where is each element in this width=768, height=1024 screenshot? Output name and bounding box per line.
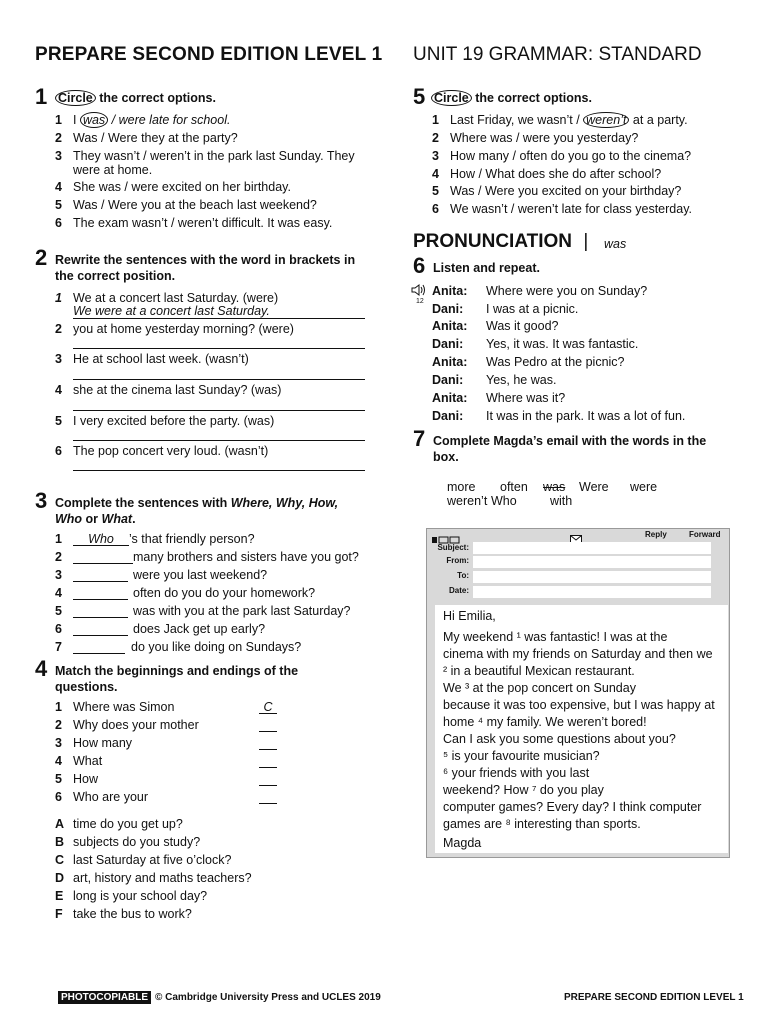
ex4-ending-e: E long is your school day? <box>55 889 208 903</box>
footer-level: PREPARE SECOND EDITION LEVEL 1 <box>564 992 744 1003</box>
email-line: cinema with my friends on Saturday and then we <box>443 647 713 661</box>
ex4-beginning-5: 5 How <box>55 772 285 788</box>
answer-line[interactable] <box>73 410 365 411</box>
email-window <box>426 528 730 858</box>
ex5-item-2: 2 Where was / were you yesterday? <box>432 131 639 145</box>
email-line: games are ⁸ interesting than sports. <box>443 817 641 831</box>
ex4-ending-a: A time do you get up? <box>55 817 183 831</box>
email-line: weekend? How ⁷ do you play <box>443 783 604 797</box>
box-word: often <box>500 480 528 494</box>
exercise-3-number: 3 <box>35 488 48 513</box>
dialogue: Anita: Where were you on Sunday? Dani: I was at a picnic. Anita: Was it good? Dani: Yes, it was. It was fantastic. Anita: Was Pedro at the picnic? Dani: Yes, he was. Anita: Where was it? Dani: It was in the park. It was a lot of fun. <box>432 284 686 423</box>
pronunciation-word: was <box>604 237 627 251</box>
page-title: PREPARE SECOND EDITION LEVEL 1 <box>35 44 383 65</box>
email-signature: Magda <box>443 836 482 850</box>
ex1-item-3: 3 They wasn’t / weren’t in the park last Sunday. They were at home. <box>55 149 355 177</box>
answer-blank[interactable] <box>73 604 128 618</box>
box-word: with <box>550 494 573 508</box>
forward-button[interactable]: Forward <box>689 530 721 539</box>
ex3-item-1: 1 Who ’s that friendly person? <box>55 532 255 546</box>
unit-title: UNIT 19 GRAMMAR: STANDARD <box>413 44 702 65</box>
exercise-4-instruction-line2: questions. <box>55 680 118 694</box>
ex1-item-4: 4 She was / were excited on her birthday. <box>55 180 291 194</box>
answer-line[interactable] <box>73 379 365 380</box>
answer-blank[interactable] <box>73 622 128 636</box>
toolbar-icons <box>431 531 463 539</box>
box-word: Were <box>579 480 609 494</box>
match-answer: C <box>259 700 277 714</box>
ex2-item-4: 4 she at the cinema last Sunday? (was) <box>55 383 282 397</box>
email-line: My weekend ¹ was fantastic! I was at the <box>443 630 668 644</box>
ex4-beginning-6: 6 Who are your <box>55 790 285 806</box>
match-answer[interactable] <box>259 718 277 732</box>
ex4-ending-d: D art, history and maths teachers? <box>55 871 252 885</box>
ex5-item-1: 1 Last Friday, we wasn’t / weren’t at a party. <box>432 113 688 127</box>
ex3-item-3: 3 were you last weekend? <box>55 568 268 582</box>
email-line: We ³ at the pop concert on Sunday <box>443 681 636 695</box>
box-word: Who <box>491 494 517 508</box>
answer-line <box>73 318 365 319</box>
from-field[interactable] <box>473 556 711 568</box>
answer-line[interactable] <box>73 470 365 471</box>
ex1-item-6: 6 The exam wasn’t / weren’t difficult. It was easy. <box>55 216 333 230</box>
ex1-item-2: 2 Was / Were they at the party? <box>55 131 238 145</box>
ex5-item-4: 4 How / What does she do after school? <box>432 167 662 181</box>
exercise-2-instruction-line1: Rewrite the sentences with the word in brackets in <box>55 253 356 267</box>
photocopiable-badge: PHOTOCOPIABLE <box>58 991 151 1004</box>
ex2-item-2: 2 you at home yesterday morning? (were) <box>55 322 294 336</box>
exercise-7-number: 7 <box>413 426 426 451</box>
box-word: weren’t <box>447 494 488 508</box>
envelope-icon[interactable] <box>570 531 582 540</box>
circle-word: Circle <box>55 90 96 106</box>
track-number: 12 <box>416 298 424 305</box>
ex2-item-1: 1 We at a concert last Saturday. (were) We were at a concert last Saturday. <box>55 291 279 318</box>
box-word-example: was <box>543 480 566 494</box>
exercise-1-instruction: Circle the correct options. <box>55 90 216 106</box>
answer-line[interactable] <box>73 348 365 349</box>
email-line: ² in a beautiful Mexican restaurant. <box>443 664 635 678</box>
email-line: because it was too expensive, but I was happy at <box>443 698 715 712</box>
ex4-beginning-3: 3 How many <box>55 736 285 752</box>
box-word: were <box>630 480 658 494</box>
email-line: Hi Emilia, <box>443 609 496 623</box>
email-line: ⁶ your friends with you last <box>443 766 590 780</box>
ex4-ending-c: C last Saturday at five o’clock? <box>55 853 232 867</box>
email-line: ⁵ is your favourite musician? <box>443 749 600 763</box>
exercise-5-instruction: Circle the correct options. <box>431 90 592 106</box>
ex5-item-5: 5 Was / Were you excited on your birthday? <box>432 184 682 198</box>
exercise-1-number: 1 <box>35 84 48 109</box>
answer-blank[interactable] <box>73 640 125 654</box>
match-answer[interactable] <box>259 790 277 804</box>
answer-line[interactable] <box>73 440 365 441</box>
to-field[interactable] <box>473 571 711 583</box>
answer-blank[interactable] <box>73 586 128 600</box>
ex2-item-5: 5 I very excited before the party. (was) <box>55 414 275 428</box>
match-answer[interactable] <box>259 754 277 768</box>
ex3-item-2: 2 many brothers and sisters have you got? <box>55 550 359 564</box>
email-line: home ⁴ my family. We weren’t bored! <box>443 715 647 729</box>
match-answer[interactable] <box>259 772 277 786</box>
email-line: Can I ask you some questions about you? <box>443 732 676 746</box>
ex2-item-3: 3 He at school last week. (wasn’t) <box>55 352 249 366</box>
exercise-3-instruction-line2: Who or What. <box>55 512 136 526</box>
answer-blank[interactable] <box>73 550 133 564</box>
exercise-3-instruction-line1: Complete the sentences with Where, Why, How, <box>55 496 339 510</box>
subject-field[interactable] <box>473 542 711 554</box>
email-body <box>435 605 728 853</box>
exercise-2-number: 2 <box>35 245 48 270</box>
ex4-ending-b: B subjects do you study? <box>55 835 201 849</box>
ex3-item-5: 5 was with you at the park last Saturday? <box>55 604 351 618</box>
exercise-6-number: 6 <box>413 253 426 278</box>
exercise-7-instruction-line1: Complete Magda’s email with the words in the <box>433 434 707 448</box>
box-word: more <box>447 480 476 494</box>
ex5-item-3: 3 How many / often do you go to the cinema? <box>432 149 692 163</box>
exercise-5-number: 5 <box>413 84 426 109</box>
ex3-item-6: 6 does Jack get up early? <box>55 622 266 636</box>
exercise-4-instruction-line1: Match the beginnings and endings of the <box>55 664 299 678</box>
exercise-4-number: 4 <box>35 656 48 681</box>
exercise-2-instruction-line2: the correct position. <box>55 269 176 283</box>
answer-blank[interactable] <box>73 568 128 582</box>
ex2-item-6: 6 The pop concert very loud. (wasn’t) <box>55 444 269 458</box>
ex4-beginning-2: 2 Why does your mother <box>55 718 285 734</box>
email-line: computer games? Every day? I think computer <box>443 800 702 814</box>
reply-button[interactable]: Reply <box>645 530 667 539</box>
answer-blank: Who <box>73 532 129 546</box>
ex1-item-5: 5 Was / Were you at the beach last weekend? <box>55 198 317 212</box>
exercise-7-instruction-line2: box. <box>433 450 459 464</box>
ex3-item-7: 7 do you like doing on Sundays? <box>55 640 302 654</box>
ex4-beginning-4: 4 What <box>55 754 285 770</box>
ex1-item-1: 1 I was / were late for school. <box>55 113 231 127</box>
match-answer[interactable] <box>259 736 277 750</box>
example-answer: We were at a concert last Saturday. <box>73 304 270 318</box>
audio-icon[interactable] <box>411 283 427 297</box>
ex4-ending-f: F take the bus to work? <box>55 907 192 921</box>
copyright: © Cambridge University Press and UCLES 2019 <box>155 992 381 1003</box>
ex5-item-6: 6 We wasn’t / weren’t late for class yesterday. <box>432 202 692 216</box>
ex4-beginning-1: 1 Where was Simon C <box>55 700 285 716</box>
date-field[interactable] <box>473 586 711 598</box>
circle-word: Circle <box>431 90 472 106</box>
pronunciation-heading: PRONUNCIATION | <box>413 231 589 252</box>
exercise-6-instruction: Listen and repeat. <box>433 261 540 275</box>
email-field-labels: Subject: From: To: Date: <box>437 543 469 595</box>
ex3-item-4: 4 often do you do your homework? <box>55 586 316 600</box>
